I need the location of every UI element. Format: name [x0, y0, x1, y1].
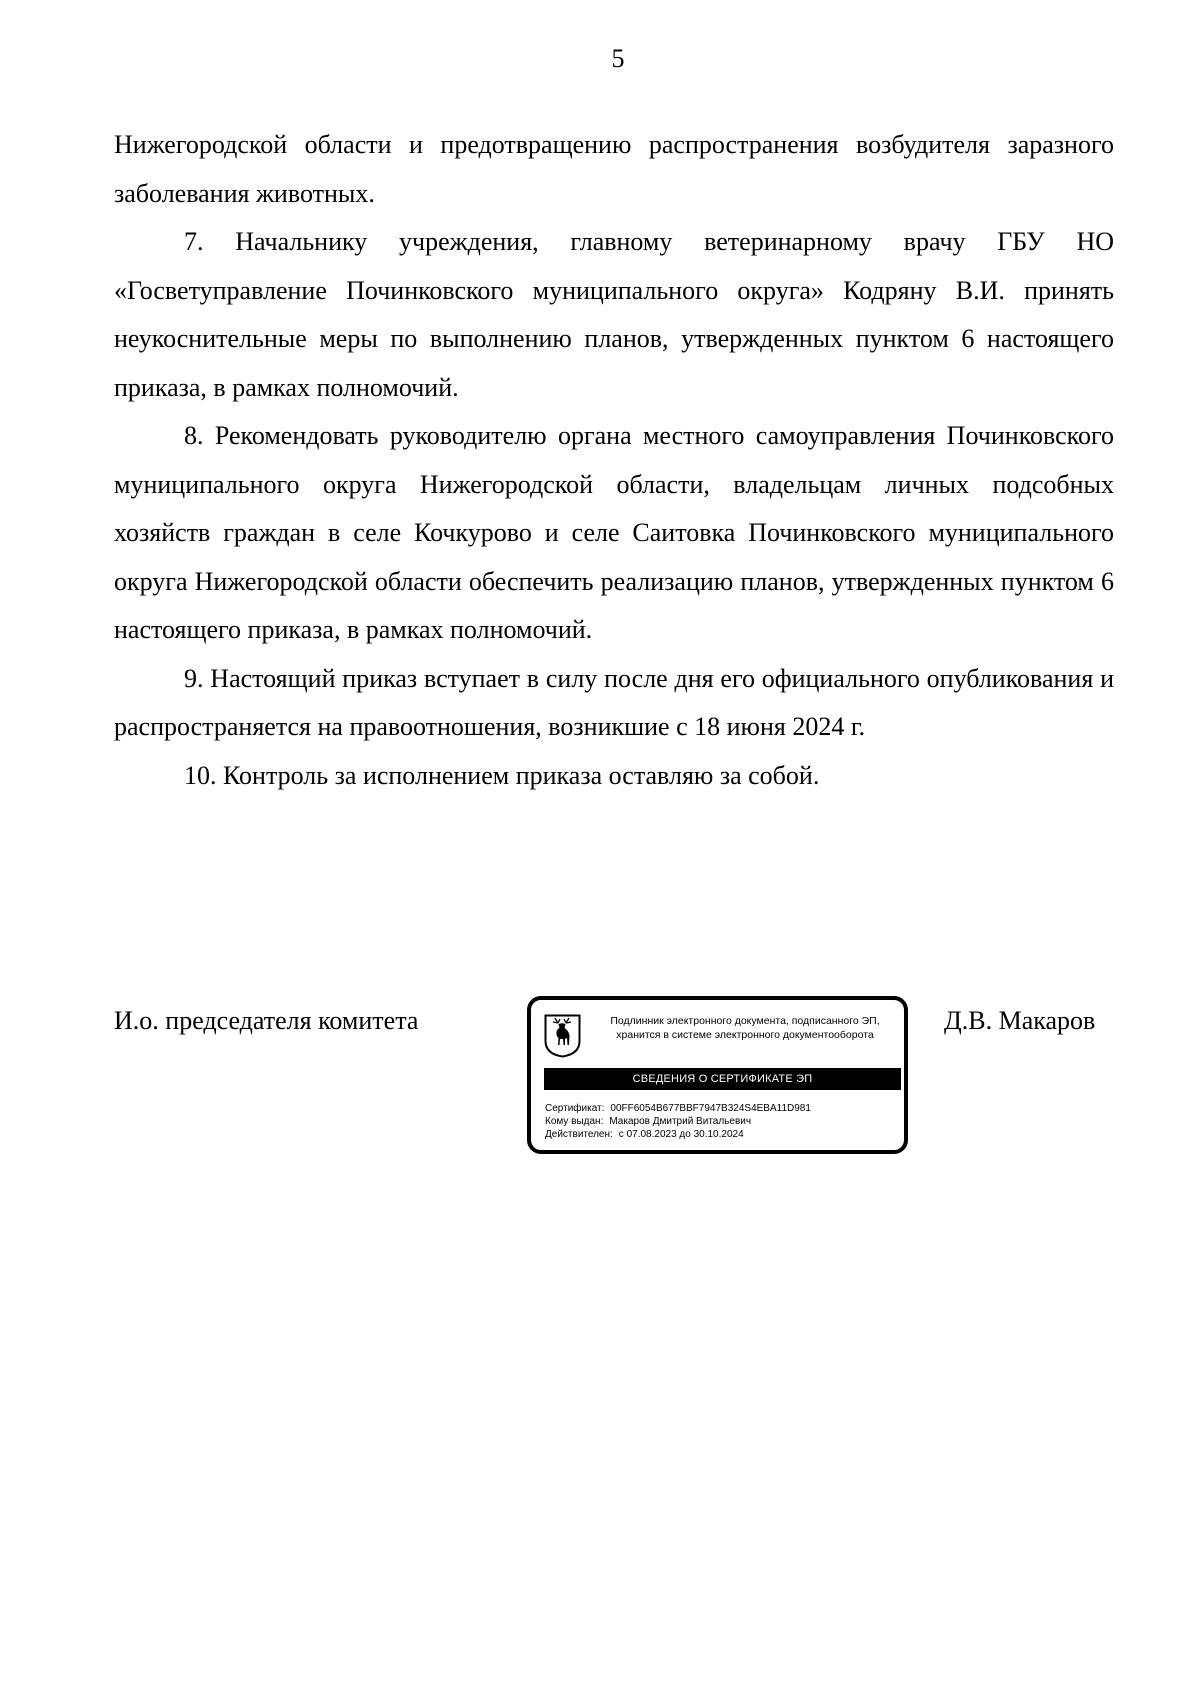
stamp-header-line2: хранится в системе электронного документооборота	[616, 1029, 874, 1041]
stamp-header-line1: Подлинник электронного документа, подписанного ЭП,	[610, 1015, 880, 1027]
paragraph-continuation: Нижегородской области и предотвращению распространения возбудителя заразного заболевания животных.	[114, 130, 1114, 208]
stamp-certificate-details	[545, 1102, 903, 1141]
deer-coat-of-arms-icon	[544, 1014, 581, 1058]
electronic-signature-stamp	[527, 996, 908, 1154]
issued-to-label: Кому выдан:	[545, 1116, 604, 1127]
issued-to-value: Макаров Дмитрий Витальевич	[609, 1116, 752, 1127]
signer-name: Д.В. Макаров	[944, 1006, 1096, 1035]
page-number: 5	[611, 44, 625, 73]
valid-row	[545, 1128, 903, 1141]
certificate-label: Сертификат:	[545, 1103, 605, 1114]
paragraph-item-9: 9. Настоящий приказ вступает в силу после дня его официального опубликования и распространяется на правоотношения, возникшие с 18 июня 2024 г.	[114, 663, 1114, 741]
valid-value: с 07.08.2023 до 30.10.2024	[618, 1129, 744, 1140]
paragraph-item-10: 10. Контроль за исполнением приказа оставляю за собой.	[184, 760, 820, 790]
valid-label: Действителен:	[545, 1129, 613, 1140]
certificate-value: 00FF6054B677BBF7947B324S4EBA11D981	[610, 1103, 811, 1114]
signer-title: И.о. председателя комитета	[114, 1006, 419, 1035]
certificate-row	[545, 1102, 903, 1115]
document-body	[114, 121, 1114, 800]
issued-to-row	[545, 1115, 903, 1128]
paragraph-item-7: 7. Начальнику учреждения, главному ветеринарному врачу ГБУ НО «Госветуправление Починковского муниципального округа» Кодряну В.И. принять неукоснительные меры по выполнению планов, утвержденных пунктом 6 настоящего приказа, в рамках полномочий.	[114, 227, 1114, 402]
stamp-certificate-bar: СВЕДЕНИЯ О СЕРТИФИКАТЕ ЭП	[544, 1068, 901, 1090]
paragraph-item-8: 8. Рекомендовать руководителю органа местного самоуправления Починковского муниципального округа Нижегородской области, владельцам личных подсобных хозяйств граждан в селе Кочкурово и селе Саитовка Починковского муниципального округа Нижегородской области обеспечить реализацию планов, утвержденных пунктом 6 настоящего приказа, в рамках полномочий.	[114, 421, 1114, 644]
stamp-header	[587, 1014, 903, 1042]
